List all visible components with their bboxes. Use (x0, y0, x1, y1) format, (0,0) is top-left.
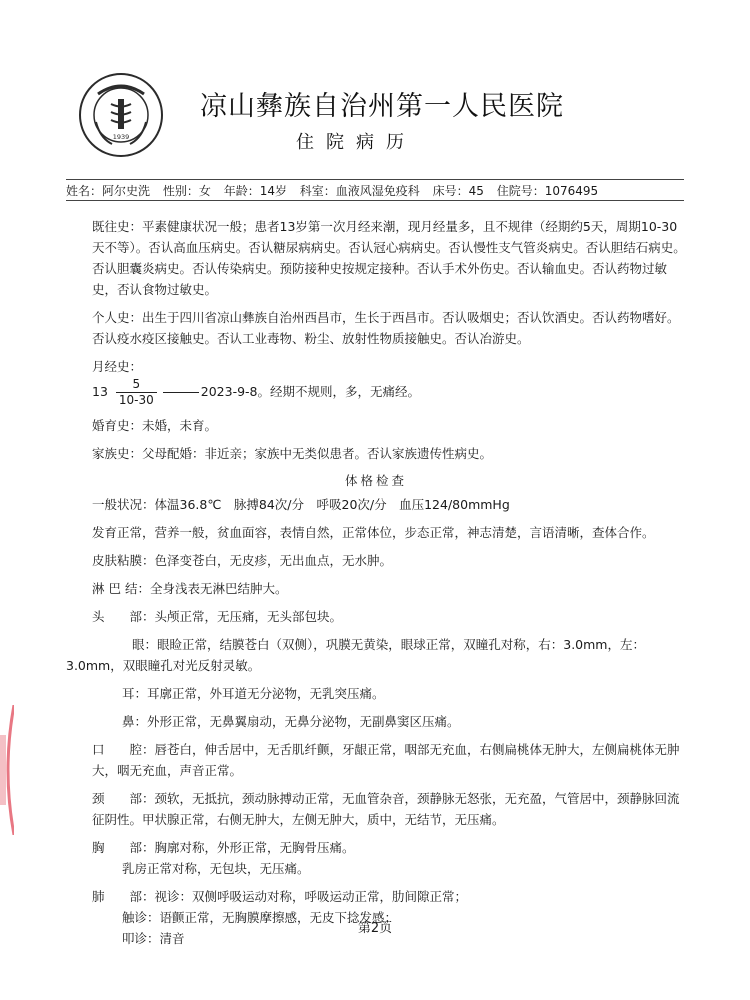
menstrual-note: 。经期不规则，多，无痛经。 (257, 384, 421, 399)
lymph-exam: 淋 巴 结：全身浅表无淋巴结肿大。 (92, 581, 288, 596)
eye-exam-wrap (66, 634, 686, 676)
ear-exam: 耳：耳廓正常，外耳道无分泌物，无乳突压痛。 (122, 686, 385, 701)
seal-stamp-edge (0, 705, 14, 835)
family-history: 家族史：父母配婚：非近亲；家族中无类似患者。否认家族遗传性病史。 (92, 446, 493, 461)
general-vitals: 一般状况：体温36.8℃ 脉搏84次/分 呼吸20次/分 血压124/80mmHg (92, 497, 510, 512)
patient-admission-no: 住院号：1076495 (496, 184, 599, 198)
hospital-name: 凉山彝族自治州第一人民医院 (200, 91, 564, 122)
breast-exam: 乳房正常对称，无包块，无压痛。 (122, 861, 310, 876)
hospital-logo (78, 72, 164, 158)
svg-text:1939: 1939 (112, 133, 130, 141)
menstrual-label: 月经史： (92, 359, 143, 374)
menstrual-fraction (116, 377, 157, 408)
patient-bed: 床号：45 (432, 184, 484, 198)
last-period-date: 2023-9-8 (200, 384, 258, 399)
lung-percussion: 叩诊：清音 (122, 931, 185, 946)
bottom-divider (66, 200, 684, 201)
patient-age: 年龄：14岁 (223, 184, 287, 198)
head-exam: 头 部：头颅正常，无压痛，无头部包块。 (92, 609, 343, 624)
marital-history: 婚育史：未婚，未育。 (92, 418, 218, 433)
period-cycle: 10-30 (118, 393, 154, 407)
period-duration: 5 (116, 377, 157, 393)
patient-department: 科室：血液风湿免疫科 (299, 184, 420, 198)
exam-title: 体格检查 (344, 473, 407, 488)
record-body (66, 216, 686, 949)
lung-inspection: 肺 部：视诊：双侧呼吸运动对称，呼吸运动正常，肋间隙正常； (92, 889, 468, 904)
lung-palpation: 触诊：语颤正常，无胸膜摩擦感，无皮下捻发感； (122, 910, 398, 925)
mouth-exam: 口 腔：唇苍白，伸舌居中，无舌肌纤颤，牙龈正常，咽部无充血，右侧扁桃体无肿大，左侧扁桃体无肿大，咽无充血，声音正常。 (92, 742, 680, 778)
top-divider (66, 179, 684, 180)
general-description: 发育正常，营养一般，贫血面容，表情自然，正常体位，步态正常，神志清楚，言语清晰，查体合作。 (92, 525, 655, 540)
past-history: 既往史：平素健康状况一般；患者13岁第一次月经来潮，现月经量多，且不规律（经期约5天，周期10-30天不等）。否认高血压病史。否认糖尿病病史。否认冠心病病史。否认慢性支气管炎病史。否认胆结石病史。否认胆囊炎病史。否认传染病史。预防接种史按规定接种。否认手术外伤史。否认输血史。否认药物过敏史，否认食物过敏史。 (92, 219, 686, 297)
menarche-age: 13 (92, 384, 108, 399)
record-title: 住院病历 (296, 132, 416, 153)
chest-exam: 胸 部：胸廓对称，外形正常，无胸骨压痛。 (92, 840, 355, 855)
fraction-connector (163, 392, 199, 393)
neck-exam: 颈 部：颈软，无抵抗，颈动脉搏动正常，无血管杂音，颈静脉无怒张，无充盈，气管居中，颈静脉回流征阴性。甲状腺正常，右侧无肿大，左侧无肿大，质中，无结节，无压痛。 (92, 791, 680, 827)
patient-info-row (66, 182, 686, 199)
page-number: 第2页 (357, 921, 393, 936)
skin-exam: 皮肤粘膜：色泽变苍白，无皮疹，无出血点，无水肿。 (92, 553, 393, 568)
personal-history: 个人史：出生于四川省凉山彝族自治州西昌市，生长于西昌市。否认吸烟史；否认饮酒史。否认药物嗜好。否认疫水疫区接触史。否认工业毒物、粉尘、放射性物质接触史。否认冶游史。 (92, 310, 680, 346)
eye-exam: 眼：眼睑正常，结膜苍白（双侧），巩膜无黄染，眼球正常，双瞳孔对称，右：3.0mm，左：3.0mm，双眼瞳孔对光反射灵敏。 (66, 637, 645, 673)
patient-sex: 性别：女 (162, 184, 211, 198)
hospital-emblem-icon (78, 72, 164, 158)
menstrual-history (66, 356, 686, 408)
patient-name: 姓名：阿尔史洗 (66, 184, 151, 198)
nose-exam: 鼻：外形正常，无鼻翼扇动，无鼻分泌物，无副鼻窦区压痛。 (122, 714, 460, 729)
